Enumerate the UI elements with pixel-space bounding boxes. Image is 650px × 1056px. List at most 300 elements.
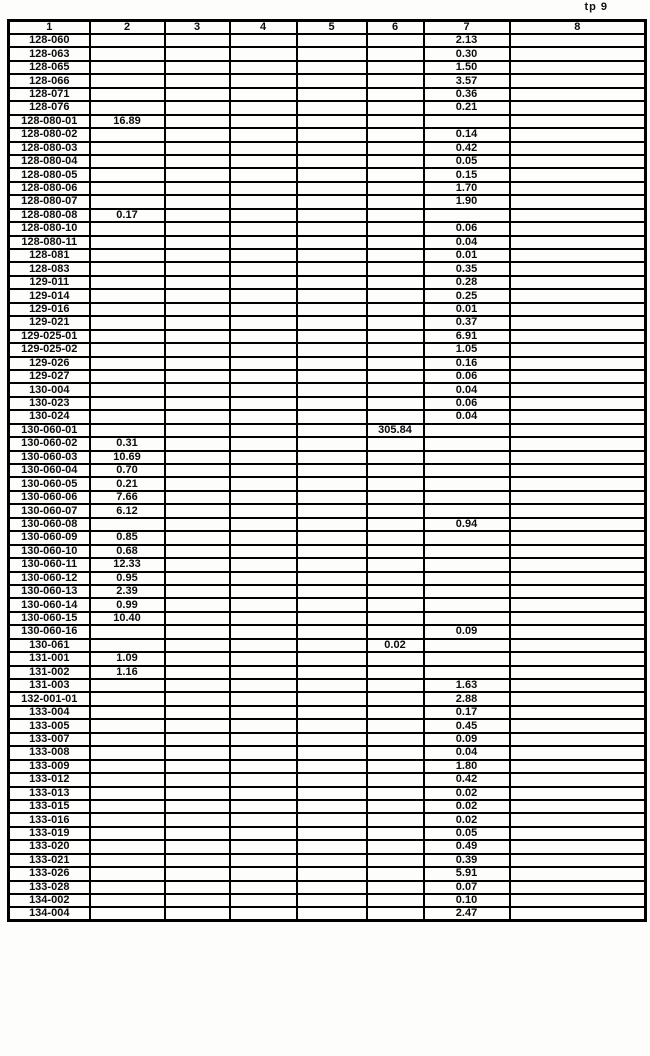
row-id-cell: 128-080-05 — [9, 168, 90, 181]
table-cell — [230, 760, 297, 773]
table-cell — [367, 813, 424, 826]
table-cell — [230, 155, 297, 168]
table-cell — [297, 719, 367, 732]
table-cell — [297, 800, 367, 813]
row-id-cell: 130-060-09 — [9, 531, 90, 544]
table-cell — [510, 827, 646, 840]
table-cell — [230, 881, 297, 894]
table-cell — [230, 787, 297, 800]
table-cell — [165, 598, 230, 611]
row-id-cell: 128-080-08 — [9, 209, 90, 222]
table-cell — [367, 397, 424, 410]
table-cell — [510, 222, 646, 235]
table-cell: 0.04 — [424, 746, 510, 759]
table-cell — [90, 303, 165, 316]
table-cell — [367, 61, 424, 74]
table-cell: 0.49 — [424, 840, 510, 853]
table-cell: 0.68 — [90, 545, 165, 558]
table-row — [9, 545, 646, 558]
table-cell — [510, 128, 646, 141]
table-cell — [165, 800, 230, 813]
row-id-cell: 128-083 — [9, 262, 90, 275]
table-cell — [424, 545, 510, 558]
table-cell — [90, 518, 165, 531]
table-cell — [510, 74, 646, 87]
table-cell — [90, 639, 165, 652]
table-cell — [230, 316, 297, 329]
table-cell — [165, 424, 230, 437]
row-id-cell: 128-080-03 — [9, 142, 90, 155]
row-id-cell: 133-007 — [9, 733, 90, 746]
table-cell — [297, 666, 367, 679]
table-cell — [510, 894, 646, 907]
table-cell — [165, 518, 230, 531]
table-cell — [367, 101, 424, 114]
table-cell — [297, 827, 367, 840]
table-cell — [297, 330, 367, 343]
row-id-cell: 129-026 — [9, 357, 90, 370]
table-cell: 5.91 — [424, 867, 510, 880]
table-cell: 0.39 — [424, 854, 510, 867]
table-cell — [165, 34, 230, 47]
table-cell — [297, 262, 367, 275]
table-row — [9, 585, 646, 598]
table-cell — [510, 733, 646, 746]
table-cell — [367, 840, 424, 853]
table-cell — [90, 679, 165, 692]
table-cell — [90, 867, 165, 880]
table-cell: 2.88 — [424, 692, 510, 705]
table-cell — [90, 276, 165, 289]
table-cell — [297, 881, 367, 894]
table-cell — [230, 330, 297, 343]
table-cell — [297, 746, 367, 759]
row-id-cell: 128-080-06 — [9, 182, 90, 195]
table-cell — [90, 370, 165, 383]
table-cell — [90, 357, 165, 370]
row-id-cell: 130-060-14 — [9, 598, 90, 611]
table-cell — [510, 182, 646, 195]
table-cell — [165, 787, 230, 800]
table-cell — [165, 867, 230, 880]
table-cell — [510, 881, 646, 894]
table-header-row — [9, 21, 646, 35]
table-cell: 10.40 — [90, 612, 165, 625]
table-cell — [367, 585, 424, 598]
table-cell — [367, 303, 424, 316]
table-cell — [367, 881, 424, 894]
table-cell — [90, 397, 165, 410]
table-cell — [510, 652, 646, 665]
row-id-cell: 134-002 — [9, 894, 90, 907]
table-cell — [230, 424, 297, 437]
table-cell — [90, 195, 165, 208]
table-cell — [297, 410, 367, 423]
row-id-cell: 130-004 — [9, 383, 90, 396]
table-row — [9, 625, 646, 638]
table-cell — [230, 518, 297, 531]
row-id-cell: 128-065 — [9, 61, 90, 74]
table-row — [9, 706, 646, 719]
table-cell — [510, 612, 646, 625]
table-cell — [90, 155, 165, 168]
row-id-cell: 131-002 — [9, 666, 90, 679]
row-id-cell: 130-060-16 — [9, 625, 90, 638]
table-cell — [230, 276, 297, 289]
table-cell — [165, 410, 230, 423]
table-row — [9, 518, 646, 531]
table-cell — [510, 276, 646, 289]
table-cell — [165, 854, 230, 867]
table-cell — [510, 101, 646, 114]
table-cell: 0.21 — [424, 101, 510, 114]
table-cell: 0.42 — [424, 773, 510, 786]
table-cell — [297, 88, 367, 101]
table-cell — [510, 692, 646, 705]
table-row — [9, 303, 646, 316]
table-cell — [424, 612, 510, 625]
table-cell — [230, 464, 297, 477]
table-cell — [230, 572, 297, 585]
table-cell: 0.31 — [90, 437, 165, 450]
table-cell — [367, 316, 424, 329]
table-cell — [367, 155, 424, 168]
table-cell — [510, 585, 646, 598]
table-cell — [90, 719, 165, 732]
row-id-cell: 130-060-15 — [9, 612, 90, 625]
table-cell — [424, 451, 510, 464]
table-row — [9, 746, 646, 759]
row-id-cell: 128-080-11 — [9, 236, 90, 249]
table-cell — [230, 128, 297, 141]
table-cell: 1.50 — [424, 61, 510, 74]
row-id-cell: 129-011 — [9, 276, 90, 289]
row-id-cell: 130-061 — [9, 639, 90, 652]
table-cell — [367, 800, 424, 813]
table-cell — [230, 504, 297, 517]
table-cell — [367, 558, 424, 571]
table-cell: 0.28 — [424, 276, 510, 289]
table-cell: 0.04 — [424, 236, 510, 249]
row-id-cell: 131-003 — [9, 679, 90, 692]
table-cell — [367, 142, 424, 155]
table-cell — [424, 585, 510, 598]
table-cell — [90, 854, 165, 867]
table-cell: 1.16 — [90, 666, 165, 679]
table-cell — [165, 383, 230, 396]
table-cell: 0.85 — [90, 531, 165, 544]
table-cell — [230, 813, 297, 826]
table-row — [9, 491, 646, 504]
table-row — [9, 760, 646, 773]
table-cell — [367, 370, 424, 383]
table-cell — [165, 370, 230, 383]
table-cell — [165, 182, 230, 195]
row-id-cell: 130-060-01 — [9, 424, 90, 437]
table-cell — [367, 746, 424, 759]
table-cell — [165, 746, 230, 759]
table-cell — [90, 813, 165, 826]
table-cell — [90, 343, 165, 356]
table-cell — [165, 289, 230, 302]
table-cell — [165, 612, 230, 625]
table-cell — [230, 531, 297, 544]
table-cell — [367, 383, 424, 396]
table-header — [9, 21, 646, 35]
row-id-cell: 133-026 — [9, 867, 90, 880]
row-id-cell: 129-025-02 — [9, 343, 90, 356]
table-cell — [367, 504, 424, 517]
table-cell — [230, 612, 297, 625]
table-cell — [90, 706, 165, 719]
table-cell — [230, 195, 297, 208]
table-cell — [297, 679, 367, 692]
table-row — [9, 34, 646, 47]
table-cell — [367, 733, 424, 746]
table-cell — [297, 276, 367, 289]
table-cell — [165, 827, 230, 840]
table-cell — [367, 598, 424, 611]
row-id-cell: 130-023 — [9, 397, 90, 410]
table-cell — [165, 504, 230, 517]
table-cell — [297, 61, 367, 74]
table-cell — [297, 477, 367, 490]
table-cell — [367, 437, 424, 450]
row-id-cell: 133-009 — [9, 760, 90, 773]
table-cell — [165, 437, 230, 450]
table-cell — [165, 572, 230, 585]
table-cell — [510, 907, 646, 921]
table-row — [9, 316, 646, 329]
table-cell — [165, 101, 230, 114]
table-row — [9, 451, 646, 464]
table-cell — [165, 652, 230, 665]
table-cell — [367, 907, 424, 921]
table-cell — [510, 289, 646, 302]
table-cell: 16.89 — [90, 115, 165, 128]
table-cell — [230, 585, 297, 598]
table-cell: 10.69 — [90, 451, 165, 464]
table-cell: 1.05 — [424, 343, 510, 356]
table-row — [9, 209, 646, 222]
table-cell — [90, 773, 165, 786]
row-id-cell: 133-008 — [9, 746, 90, 759]
table-cell — [510, 477, 646, 490]
table-row — [9, 357, 646, 370]
table-cell — [90, 101, 165, 114]
table-row — [9, 652, 646, 665]
table-cell — [510, 236, 646, 249]
table-row — [9, 61, 646, 74]
page-corner-label: tp 9 — [584, 1, 608, 13]
table-row — [9, 827, 646, 840]
table-cell — [367, 357, 424, 370]
table-cell — [367, 168, 424, 181]
table-cell — [297, 357, 367, 370]
table-cell — [510, 115, 646, 128]
table-row — [9, 666, 646, 679]
table-cell — [165, 813, 230, 826]
table-cell — [165, 262, 230, 275]
table-row — [9, 222, 646, 235]
table-cell: 0.45 — [424, 719, 510, 732]
table-cell — [510, 343, 646, 356]
table-cell — [90, 128, 165, 141]
table-row — [9, 155, 646, 168]
table-row — [9, 397, 646, 410]
table-row — [9, 813, 646, 826]
table-cell — [230, 894, 297, 907]
table-cell — [230, 598, 297, 611]
table-cell — [165, 303, 230, 316]
table-cell — [367, 854, 424, 867]
table-cell — [90, 907, 165, 921]
table-cell — [165, 773, 230, 786]
table-row — [9, 74, 646, 87]
table-cell — [510, 679, 646, 692]
table-cell — [424, 572, 510, 585]
table-cell — [230, 867, 297, 880]
table-cell: 0.06 — [424, 222, 510, 235]
table-row — [9, 195, 646, 208]
table-cell — [367, 773, 424, 786]
header-cell-col-3: 3 — [165, 21, 230, 35]
table-cell — [510, 209, 646, 222]
table-cell — [367, 477, 424, 490]
table-cell — [230, 357, 297, 370]
table-cell: 0.04 — [424, 410, 510, 423]
row-id-cell: 130-060-13 — [9, 585, 90, 598]
table-cell — [90, 249, 165, 262]
table-row — [9, 787, 646, 800]
table-cell — [165, 330, 230, 343]
table-row — [9, 88, 646, 101]
table-cell — [165, 692, 230, 705]
table-cell — [297, 652, 367, 665]
row-id-cell: 128-066 — [9, 74, 90, 87]
table-cell — [297, 491, 367, 504]
table-cell — [510, 598, 646, 611]
table-cell — [165, 128, 230, 141]
table-cell: 0.01 — [424, 303, 510, 316]
table-cell — [230, 558, 297, 571]
table-cell — [297, 155, 367, 168]
table-cell — [90, 692, 165, 705]
table-cell — [367, 652, 424, 665]
row-id-cell: 130-060-04 — [9, 464, 90, 477]
table-cell — [165, 907, 230, 921]
table-cell — [367, 612, 424, 625]
table-cell — [230, 666, 297, 679]
row-id-cell: 128-076 — [9, 101, 90, 114]
table-cell — [230, 34, 297, 47]
row-id-cell: 129-027 — [9, 370, 90, 383]
table-row — [9, 679, 646, 692]
table-cell — [90, 316, 165, 329]
table-cell — [367, 451, 424, 464]
table-cell — [510, 383, 646, 396]
table-cell — [165, 451, 230, 464]
table-cell — [165, 397, 230, 410]
table-cell — [230, 115, 297, 128]
table-cell — [297, 168, 367, 181]
table-cell — [297, 625, 367, 638]
row-id-cell: 132-001-01 — [9, 692, 90, 705]
table-row — [9, 262, 646, 275]
table-cell — [230, 639, 297, 652]
table-cell — [510, 330, 646, 343]
table-cell — [510, 491, 646, 504]
table-cell — [367, 692, 424, 705]
table-cell — [510, 625, 646, 638]
table-cell — [297, 397, 367, 410]
table-cell — [367, 249, 424, 262]
table-cell — [367, 787, 424, 800]
table-cell — [510, 504, 646, 517]
table-cell: 2.39 — [90, 585, 165, 598]
table-cell — [165, 558, 230, 571]
table-cell: 1.70 — [424, 182, 510, 195]
table-cell — [510, 47, 646, 60]
table-cell — [367, 894, 424, 907]
table-cell: 305.84 — [367, 424, 424, 437]
table-cell: 0.25 — [424, 289, 510, 302]
table-cell: 0.06 — [424, 370, 510, 383]
table-cell: 0.36 — [424, 88, 510, 101]
table-cell — [424, 558, 510, 571]
table-cell — [367, 195, 424, 208]
table-cell — [297, 128, 367, 141]
table-cell — [165, 840, 230, 853]
table-cell — [297, 209, 367, 222]
table-cell — [424, 464, 510, 477]
table-cell — [90, 74, 165, 87]
table-cell: 0.35 — [424, 262, 510, 275]
table-cell — [90, 330, 165, 343]
table-cell — [165, 719, 230, 732]
table-cell: 0.37 — [424, 316, 510, 329]
table-row — [9, 800, 646, 813]
table-cell — [510, 437, 646, 450]
table-cell — [165, 477, 230, 490]
table-cell — [367, 719, 424, 732]
table-cell — [230, 209, 297, 222]
table-cell — [165, 236, 230, 249]
table-row — [9, 410, 646, 423]
table-cell — [230, 370, 297, 383]
table-cell — [424, 531, 510, 544]
table-cell — [90, 34, 165, 47]
row-id-cell: 129-025-01 — [9, 330, 90, 343]
table-cell — [367, 88, 424, 101]
table-cell — [230, 61, 297, 74]
table-cell — [297, 115, 367, 128]
table-row — [9, 692, 646, 705]
table-row — [9, 115, 646, 128]
table-cell — [510, 854, 646, 867]
table-cell — [297, 343, 367, 356]
table-cell — [230, 706, 297, 719]
table-cell — [367, 289, 424, 302]
table-cell — [230, 236, 297, 249]
table-row — [9, 572, 646, 585]
table-cell — [424, 652, 510, 665]
table-cell — [230, 383, 297, 396]
table-cell: 0.09 — [424, 733, 510, 746]
table-cell — [165, 155, 230, 168]
table-cell — [367, 47, 424, 60]
table-cell: 0.04 — [424, 383, 510, 396]
